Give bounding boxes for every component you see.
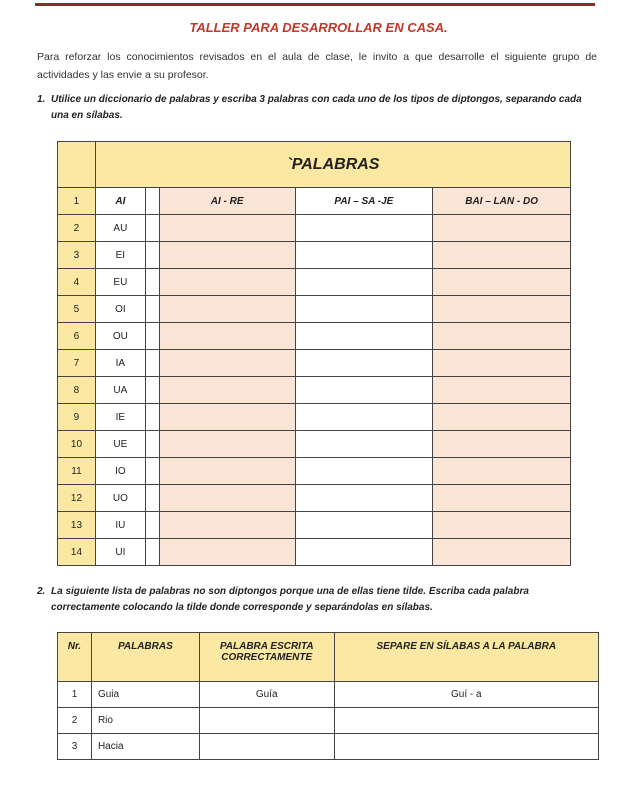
word-cell-2[interactable] bbox=[295, 350, 433, 377]
word-cell-2[interactable] bbox=[295, 242, 433, 269]
header-nr: Nr. bbox=[58, 633, 92, 682]
word-cell-1[interactable] bbox=[159, 296, 295, 323]
word-cell-1[interactable] bbox=[159, 539, 295, 566]
spacer-cell bbox=[145, 296, 159, 323]
table-row bbox=[58, 539, 571, 566]
word-cell-3[interactable] bbox=[433, 215, 571, 242]
diphthong-label: UI bbox=[95, 539, 145, 566]
instruction-1-text: Utilice un diccionario de palabras y escriba 3 palabras con cada uno de los tipos de diptongos, separando cada una en sílabas. bbox=[51, 94, 582, 121]
diphthong-label: IU bbox=[95, 512, 145, 539]
table-row bbox=[58, 242, 571, 269]
word-cell-3[interactable] bbox=[433, 458, 571, 485]
spacer-cell bbox=[145, 539, 159, 566]
syllables-cell[interactable] bbox=[334, 708, 598, 734]
spacer-cell bbox=[145, 404, 159, 431]
word-cell-1[interactable] bbox=[159, 350, 295, 377]
diphthong-label: EI bbox=[95, 242, 145, 269]
word-cell-3[interactable] bbox=[433, 350, 571, 377]
word-cell-1[interactable] bbox=[159, 323, 295, 350]
row-number: 4 bbox=[58, 269, 96, 296]
word-cell-2[interactable] bbox=[295, 431, 433, 458]
word-cell-1[interactable] bbox=[159, 269, 295, 296]
row-number: 5 bbox=[58, 296, 96, 323]
diphthong-label: UA bbox=[95, 377, 145, 404]
diphthong-label: IA bbox=[95, 350, 145, 377]
word-cell-1[interactable] bbox=[159, 404, 295, 431]
row-number: 13 bbox=[58, 512, 96, 539]
row-number: 3 bbox=[58, 734, 92, 760]
diphthong-label: UE bbox=[95, 431, 145, 458]
palabras-header: `PALABRAS bbox=[95, 142, 570, 188]
word-cell-2[interactable] bbox=[295, 485, 433, 512]
word-cell-1[interactable] bbox=[159, 512, 295, 539]
row-number: 6 bbox=[58, 323, 96, 350]
word-cell-2[interactable] bbox=[295, 296, 433, 323]
word-cell: Rio bbox=[91, 708, 199, 734]
word-cell-1[interactable] bbox=[159, 215, 295, 242]
word-cell-3[interactable] bbox=[433, 296, 571, 323]
row-number: 3 bbox=[58, 242, 96, 269]
page-title: TALLER PARA DESARROLLAR EN CASA. bbox=[189, 20, 448, 35]
word-cell-1[interactable] bbox=[159, 458, 295, 485]
word-cell-3[interactable] bbox=[433, 485, 571, 512]
table-row bbox=[58, 734, 599, 760]
word-cell-3[interactable] bbox=[433, 539, 571, 566]
row-number: 11 bbox=[58, 458, 96, 485]
word-cell-2[interactable] bbox=[295, 215, 433, 242]
word-cell: Guia bbox=[91, 682, 199, 708]
diphthong-table bbox=[57, 141, 571, 566]
table-row bbox=[58, 350, 571, 377]
syllables-cell[interactable] bbox=[334, 734, 598, 760]
word-cell-3[interactable] bbox=[433, 377, 571, 404]
word-cell-1[interactable]: AI - RE bbox=[159, 188, 295, 215]
instruction-1 bbox=[37, 92, 597, 124]
word-cell-3[interactable] bbox=[433, 404, 571, 431]
word-cell-3[interactable] bbox=[433, 512, 571, 539]
corrected-cell[interactable]: Guía bbox=[199, 682, 334, 708]
instruction-1-number: 1. bbox=[37, 94, 46, 105]
row-number: 9 bbox=[58, 404, 96, 431]
diphthong-label: UO bbox=[95, 485, 145, 512]
row-number: 2 bbox=[58, 708, 92, 734]
table-row bbox=[58, 458, 571, 485]
header-escrita: PALABRA ESCRITA CORRECTAMENTE bbox=[199, 633, 334, 682]
table-row bbox=[58, 377, 571, 404]
table-row bbox=[58, 512, 571, 539]
spacer-cell bbox=[145, 485, 159, 512]
word-cell-1[interactable] bbox=[159, 485, 295, 512]
word-cell-2[interactable]: PAI – SA -JE bbox=[295, 188, 433, 215]
word-cell-3[interactable] bbox=[433, 242, 571, 269]
row-number: 10 bbox=[58, 431, 96, 458]
row-number: 7 bbox=[58, 350, 96, 377]
spacer-cell bbox=[145, 377, 159, 404]
table-row bbox=[58, 296, 571, 323]
spacer-cell bbox=[145, 269, 159, 296]
word-cell-3[interactable] bbox=[433, 431, 571, 458]
table-row bbox=[58, 485, 571, 512]
syllables-cell[interactable]: Guí - a bbox=[334, 682, 598, 708]
diphthong-label: IO bbox=[95, 458, 145, 485]
spacer-cell bbox=[145, 215, 159, 242]
spacer-cell bbox=[145, 431, 159, 458]
spacer-cell bbox=[145, 458, 159, 485]
row-number: 1 bbox=[58, 188, 96, 215]
word-cell-3[interactable] bbox=[433, 323, 571, 350]
row-number: 1 bbox=[58, 682, 92, 708]
instruction-2-text: La siguiente lista de palabras no son diptongos porque una de ellas tiene tilde. Escriba cada palabra correctamente colocando la tilde donde corresponde y separándolas en sílabas. bbox=[51, 586, 529, 613]
spacer-cell bbox=[145, 188, 159, 215]
diphthong-label: AU bbox=[95, 215, 145, 242]
header-corner bbox=[58, 142, 96, 188]
table-row bbox=[58, 404, 571, 431]
word-cell-2[interactable] bbox=[295, 323, 433, 350]
word-cell-2[interactable] bbox=[295, 512, 433, 539]
row-number: 2 bbox=[58, 215, 96, 242]
top-rule bbox=[35, 3, 595, 6]
word-cell-3[interactable]: BAI – LAN - DO bbox=[433, 188, 571, 215]
table-row bbox=[58, 215, 571, 242]
corrected-cell[interactable] bbox=[199, 734, 334, 760]
word-cell-2[interactable] bbox=[295, 404, 433, 431]
word-cell-2[interactable] bbox=[295, 377, 433, 404]
row-number: 12 bbox=[58, 485, 96, 512]
word-cell-1[interactable] bbox=[159, 431, 295, 458]
table-row bbox=[58, 708, 599, 734]
word-cell-2[interactable] bbox=[295, 539, 433, 566]
table-row bbox=[58, 431, 571, 458]
table-row bbox=[58, 323, 571, 350]
diphthong-label: IE bbox=[95, 404, 145, 431]
word-cell-2[interactable] bbox=[295, 269, 433, 296]
instruction-2 bbox=[37, 584, 597, 616]
spacer-cell bbox=[145, 350, 159, 377]
spacer-cell bbox=[145, 512, 159, 539]
word-cell-1[interactable] bbox=[159, 242, 295, 269]
table-row bbox=[58, 682, 599, 708]
table-row bbox=[58, 269, 571, 296]
intro-paragraph: Para reforzar los conocimientos revisados en el aula de clase, le invito a que desarrolle el siguiente grupo de actividades y las envie a su profesor. bbox=[37, 51, 597, 81]
table-row bbox=[58, 188, 571, 215]
row-number: 8 bbox=[58, 377, 96, 404]
word-cell: Hacia bbox=[91, 734, 199, 760]
spacer-cell bbox=[145, 323, 159, 350]
diphthong-label: OI bbox=[95, 296, 145, 323]
diphthong-label: OU bbox=[95, 323, 145, 350]
row-number: 14 bbox=[58, 539, 96, 566]
word-cell-1[interactable] bbox=[159, 377, 295, 404]
diphthong-label: AI bbox=[95, 188, 145, 215]
header-separe: SEPARE EN SÍLABAS A LA PALABRA bbox=[334, 633, 598, 682]
header-palabras: PALABRAS bbox=[91, 633, 199, 682]
spacer-cell bbox=[145, 242, 159, 269]
instruction-2-number: 2. bbox=[37, 586, 46, 597]
word-cell-2[interactable] bbox=[295, 458, 433, 485]
corrected-cell[interactable] bbox=[199, 708, 334, 734]
tilde-table bbox=[57, 632, 599, 760]
diphthong-label: EU bbox=[95, 269, 145, 296]
word-cell-3[interactable] bbox=[433, 269, 571, 296]
